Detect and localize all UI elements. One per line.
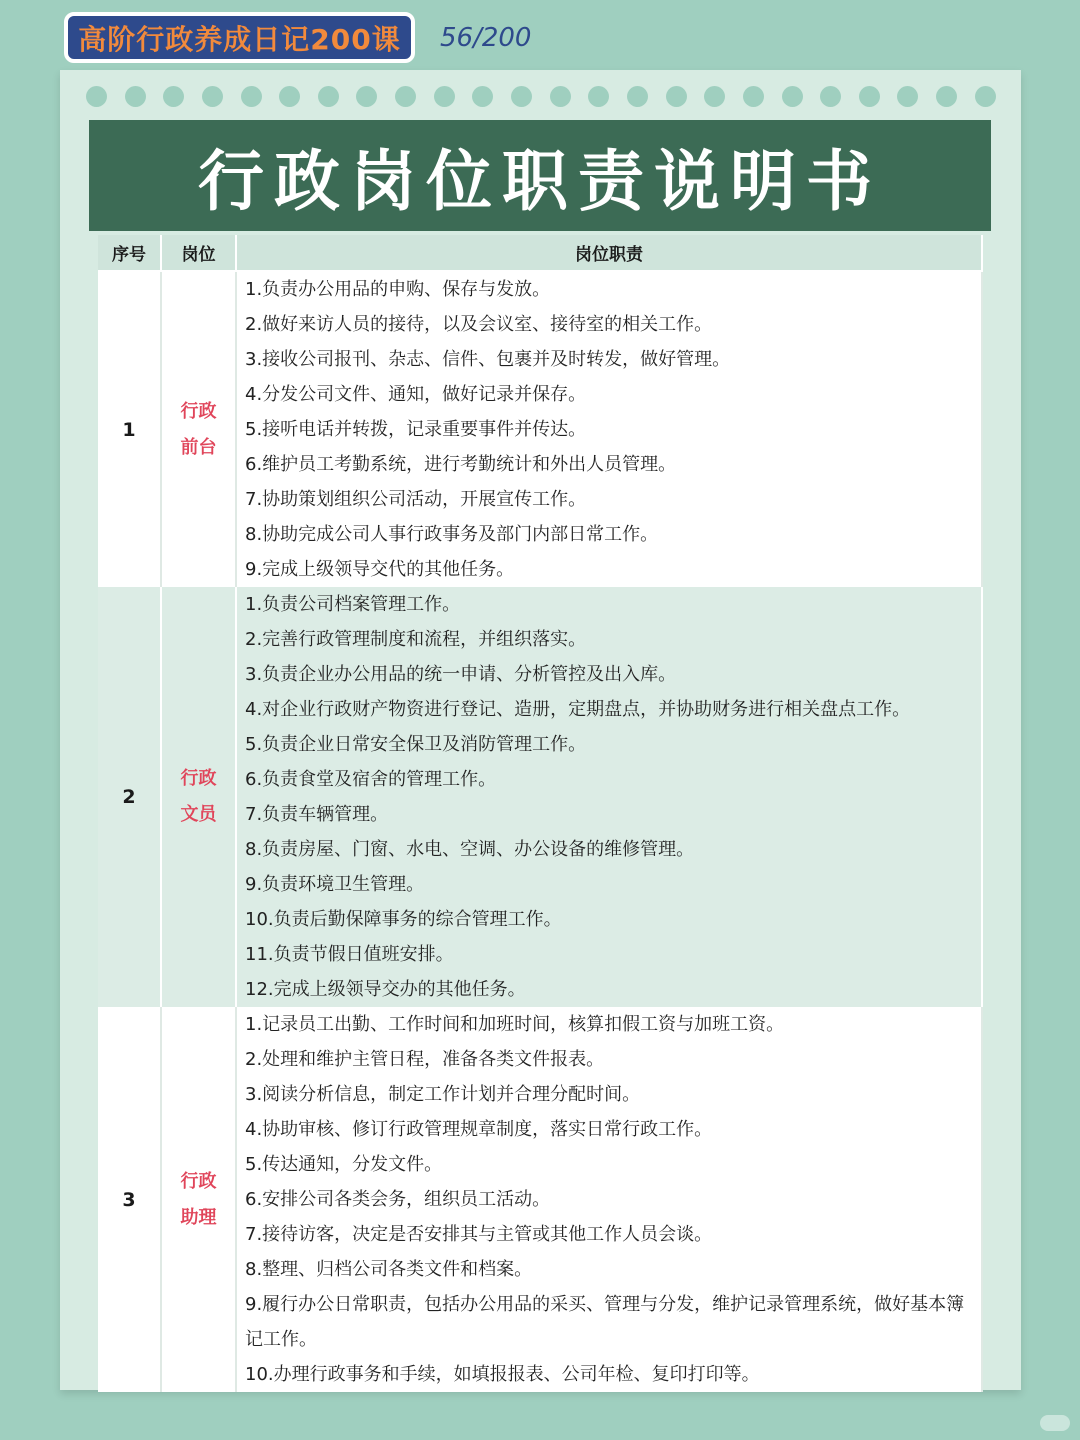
duty-item: 10.办理行政事务和手续，如填报报表、公司年检、复印打印等。 xyxy=(245,1364,760,1385)
table-row xyxy=(98,1007,982,1392)
binder-hole xyxy=(279,86,300,107)
duty-item: 5.接听电话并转拨，记录重要事件并传达。 xyxy=(245,419,587,440)
row-position xyxy=(161,587,236,1007)
binder-hole xyxy=(782,86,803,107)
position-name-line: 行政 xyxy=(180,1170,217,1192)
watermark xyxy=(1040,1415,1070,1431)
duty-item: 6.维护员工考勤系统，进行考勤统计和外出人员管理。 xyxy=(245,454,677,475)
binder-hole xyxy=(511,86,532,107)
duty-item: 7.负责车辆管理。 xyxy=(245,804,389,825)
header-position: 岗位 xyxy=(161,235,236,271)
binder-hole xyxy=(318,86,339,107)
binder-hole xyxy=(820,86,841,107)
binder-hole xyxy=(86,86,107,107)
duty-item: 1.负责办公用品的申购、保存与发放。 xyxy=(245,279,551,300)
binder-hole xyxy=(356,86,377,107)
row-index: 1 xyxy=(98,271,161,587)
binder-hole xyxy=(434,86,455,107)
binder-hole xyxy=(163,86,184,107)
position-name-line: 行政 xyxy=(180,768,217,789)
position-name-line: 助理 xyxy=(180,1206,217,1228)
binder-hole xyxy=(666,86,687,107)
progress-counter: 56/200 xyxy=(440,23,532,53)
duty-item: 2.完善行政管理制度和流程，并组织落实。 xyxy=(245,629,587,650)
series-title-badge: 高阶行政养成日记200课 xyxy=(64,12,415,63)
duty-item: 3.阅读分析信息，制定工作计划并合理分配时间。 xyxy=(245,1084,641,1105)
binder-hole xyxy=(704,86,725,107)
duty-item: 6.负责食堂及宿舍的管理工作。 xyxy=(245,769,497,790)
duty-item: 5.负责企业日常安全保卫及消防管理工作。 xyxy=(245,734,587,755)
binder-hole xyxy=(975,86,996,107)
binder-hole xyxy=(550,86,571,107)
duty-item: 3.负责企业办公用品的统一申请、分析管控及出入库。 xyxy=(245,664,677,685)
page-title: 行政岗位职责说明书 xyxy=(89,120,991,231)
binder-hole xyxy=(395,86,416,107)
duty-item: 2.做好来访人员的接待，以及会议室、接待室的相关工作。 xyxy=(245,314,713,335)
binder-hole xyxy=(936,86,957,107)
duty-item: 1.负责公司档案管理工作。 xyxy=(245,594,461,615)
duty-item: 4.对企业行政财产物资进行登记、造册，定期盘点，并协助财务进行相关盘点工作。 xyxy=(245,699,911,720)
duty-item: 4.分发公司文件、通知，做好记录并保存。 xyxy=(245,384,587,405)
binder-hole xyxy=(241,86,262,107)
binder-hole xyxy=(859,86,880,107)
position-name-line: 文员 xyxy=(180,804,217,825)
row-position xyxy=(161,1007,236,1392)
duty-item: 1.记录员工出勤、工作时间和加班时间，核算扣假工资与加班工资。 xyxy=(245,1014,785,1035)
binder-hole xyxy=(588,86,609,107)
duty-item: 5.传达通知，分发文件。 xyxy=(245,1154,443,1175)
duties-table xyxy=(98,235,983,1392)
duty-item: 8.负责房屋、门窗、水电、空调、办公设备的维修管理。 xyxy=(245,839,695,860)
duty-item: 7.接待访客，决定是否安排其与主管或其他工作人员会谈。 xyxy=(245,1224,713,1245)
duty-item: 10.负责后勤保障事务的综合管理工作。 xyxy=(245,909,562,930)
duty-item: 11.负责节假日值班安排。 xyxy=(245,944,454,965)
row-duties xyxy=(236,587,982,1007)
duty-item: 2.处理和维护主管日程，准备各类文件报表。 xyxy=(245,1049,605,1070)
duty-item: 4.协助审核、修订行政管理规章制度，落实日常行政工作。 xyxy=(245,1119,713,1140)
binder-holes xyxy=(86,86,996,108)
duty-item: 6.安排公司各类会务，组织员工活动。 xyxy=(245,1189,551,1210)
position-name-line: 行政 xyxy=(180,400,217,422)
binder-hole xyxy=(897,86,918,107)
binder-hole xyxy=(743,86,764,107)
position-name-line: 前台 xyxy=(180,436,217,458)
duty-item: 9.履行办公日常职责，包括办公用品的采买、管理与分发，维护记录管理系统，做好基本簿记工作。 xyxy=(245,1294,965,1350)
row-index: 2 xyxy=(98,587,161,1007)
header-index: 序号 xyxy=(98,235,161,271)
row-position xyxy=(161,271,236,587)
duty-item: 8.协助完成公司人事行政事务及部门内部日常工作。 xyxy=(245,524,659,545)
duty-item: 12.完成上级领导交办的其他任务。 xyxy=(245,979,526,1000)
duty-item: 9.负责环境卫生管理。 xyxy=(245,874,425,895)
duty-item: 3.接收公司报刊、杂志、信件、包裹并及时转发，做好管理。 xyxy=(245,349,731,370)
header-duties: 岗位职责 xyxy=(236,235,982,271)
binder-hole xyxy=(627,86,648,107)
row-index: 3 xyxy=(98,1007,161,1392)
duty-item: 9.完成上级领导交代的其他任务。 xyxy=(245,559,515,580)
table-header-row xyxy=(98,235,982,271)
binder-hole xyxy=(472,86,493,107)
binder-hole xyxy=(125,86,146,107)
row-duties xyxy=(236,271,982,587)
duty-item: 8.整理、归档公司各类文件和档案。 xyxy=(245,1259,533,1280)
row-duties xyxy=(236,1007,982,1392)
duty-item: 7.协助策划组织公司活动，开展宣传工作。 xyxy=(245,489,587,510)
table-row xyxy=(98,271,982,587)
binder-hole xyxy=(202,86,223,107)
table-row xyxy=(98,587,982,1007)
